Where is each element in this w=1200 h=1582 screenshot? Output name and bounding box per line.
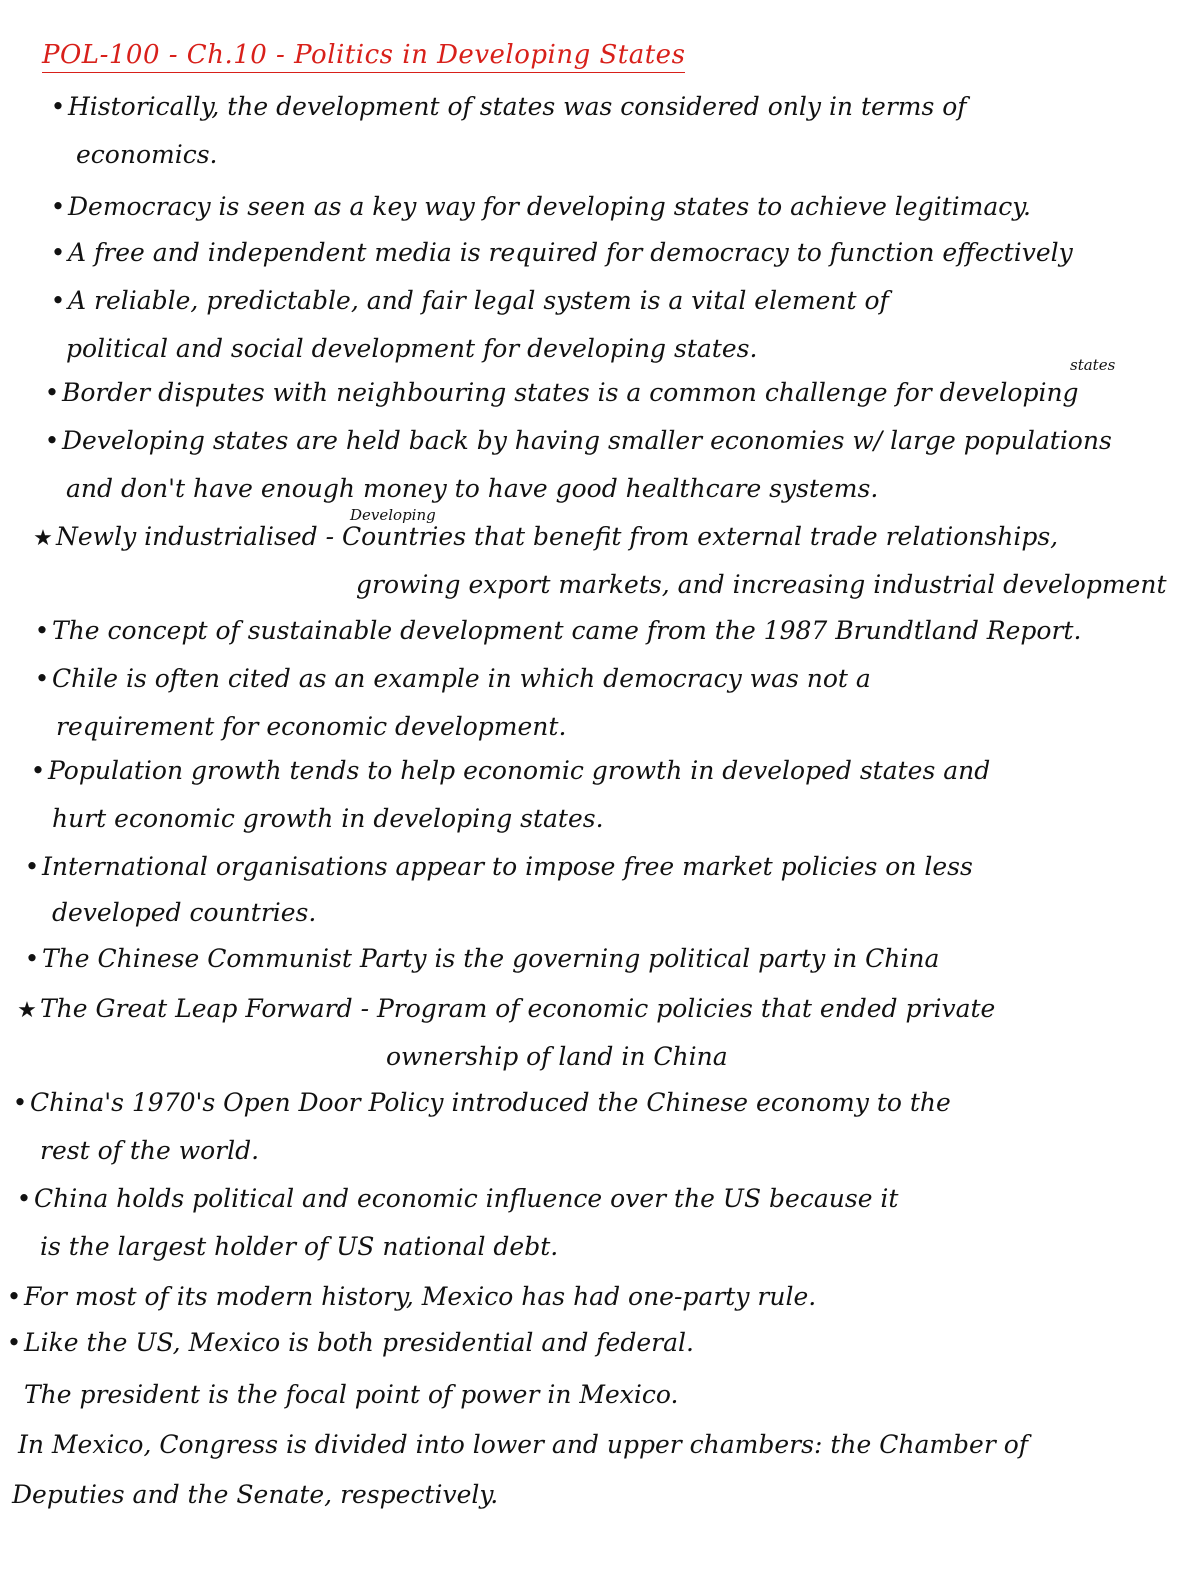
bullet-icon: • xyxy=(12,1088,28,1117)
note-text: Chile is often cited as an example in which democracy was not a xyxy=(52,664,871,693)
bullet-icon: • xyxy=(44,378,60,407)
note-line xyxy=(32,616,1081,646)
note-text: In Mexico, Congress is divided into lower and upper chambers: the Chamber of xyxy=(18,1430,1029,1459)
note-text: China's 1970's Open Door Policy introduced the Chinese economy to the xyxy=(30,1088,951,1117)
bullet-icon: • xyxy=(50,92,66,121)
note-line xyxy=(22,944,939,974)
note-line xyxy=(24,1380,678,1410)
bullet-icon: • xyxy=(30,756,46,785)
note-line xyxy=(48,92,967,122)
page-title: POL-100 - Ch.10 - Politics in Developing States xyxy=(42,40,685,73)
note-line xyxy=(22,852,973,882)
note-text: Border disputes with neighbouring states is a common challenge for developing xyxy=(62,378,1079,407)
bullet-icon: • xyxy=(24,852,40,881)
note-text: Historically, the development of states was considered only in terms of xyxy=(68,92,967,121)
note-text: hurt economic growth in developing states. xyxy=(52,804,604,833)
note-text: A free and independent media is required for democracy to function effectively xyxy=(68,238,1073,267)
insert-note: Developing xyxy=(350,506,436,524)
note-line xyxy=(48,238,1073,268)
note-line xyxy=(48,192,1031,222)
bullet-icon: • xyxy=(44,426,60,455)
note-line xyxy=(18,1430,1028,1460)
note-line xyxy=(386,1042,728,1072)
note-line xyxy=(356,570,1167,600)
note-line xyxy=(4,1282,816,1312)
note-line xyxy=(4,1328,694,1358)
note-text: Population growth tends to help economic growth in developed states and xyxy=(48,756,991,785)
note-line xyxy=(66,474,878,504)
note-line xyxy=(40,1136,259,1166)
note-text: For most of its modern history, Mexico has had one-party rule. xyxy=(24,1282,817,1311)
bullet-icon: • xyxy=(50,286,66,315)
note-text: Developing states are held back by having smaller economies w/ large populations xyxy=(62,426,1112,455)
note-text: International organisations appear to impose free market policies on less xyxy=(42,852,973,881)
note-line xyxy=(48,286,889,316)
note-text: developed countries. xyxy=(52,898,317,927)
note-text: The Chinese Communist Party is the governing political party in China xyxy=(42,944,940,973)
note-text: ownership of land in China xyxy=(386,1042,728,1071)
note-text: rest of the world. xyxy=(40,1136,260,1165)
star-icon: ★ xyxy=(33,526,53,551)
note-text: political and social development for developing states. xyxy=(66,334,758,363)
note-line xyxy=(56,712,566,742)
note-term: Newly industrialised xyxy=(56,522,318,551)
note-line xyxy=(52,898,316,928)
note-line xyxy=(42,426,1112,456)
note-text: The concept of sustainable development came from the 1987 Brundtland Report. xyxy=(52,616,1082,645)
bullet-icon: • xyxy=(50,238,66,267)
bullet-icon: • xyxy=(16,1184,32,1213)
note-text: economics. xyxy=(76,140,218,169)
bullet-icon: • xyxy=(34,664,50,693)
star-icon: ★ xyxy=(17,998,37,1023)
note-text: Like the US, Mexico is both presidential and federal. xyxy=(24,1328,694,1357)
note-text: The president is the focal point of power in Mexico. xyxy=(24,1380,679,1409)
bullet-icon: • xyxy=(6,1282,22,1311)
note-text: growing export markets, and increasing industrial development xyxy=(356,570,1167,599)
note-line xyxy=(40,1232,558,1262)
note-line xyxy=(28,756,990,786)
note-text: A reliable, predictable, and fair legal system is a vital element of xyxy=(68,286,889,315)
bullet-icon: • xyxy=(24,944,40,973)
note-text: Democracy is seen as a key way for developing states to achieve legitimacy. xyxy=(68,192,1032,221)
note-line xyxy=(42,378,1079,408)
note-line xyxy=(14,1184,898,1214)
note-text: requirement for economic development. xyxy=(56,712,567,741)
note-text: The Great Leap Forward - Program of economic policies that ended private xyxy=(40,994,996,1023)
note-text: is the largest holder of US national debt. xyxy=(40,1232,559,1261)
note-line xyxy=(66,334,757,364)
note-line xyxy=(76,140,217,170)
bullet-icon: • xyxy=(6,1328,22,1357)
bullet-icon: • xyxy=(34,616,50,645)
note-line xyxy=(52,804,604,834)
note-text: Deputies and the Senate, respectively. xyxy=(12,1480,499,1509)
note-line xyxy=(32,664,871,694)
note-line xyxy=(10,1088,951,1118)
note-line xyxy=(30,522,1058,554)
note-text: - Countries that benefit from external trade relationships, xyxy=(325,522,1059,551)
note-text: and don't have enough money to have good healthcare systems. xyxy=(66,474,879,503)
insert-note: states xyxy=(1070,356,1116,374)
bullet-icon: • xyxy=(50,192,66,221)
note-text: China holds political and economic influence over the US because it xyxy=(34,1184,899,1213)
note-line xyxy=(12,1480,498,1510)
note-line xyxy=(14,994,995,1026)
